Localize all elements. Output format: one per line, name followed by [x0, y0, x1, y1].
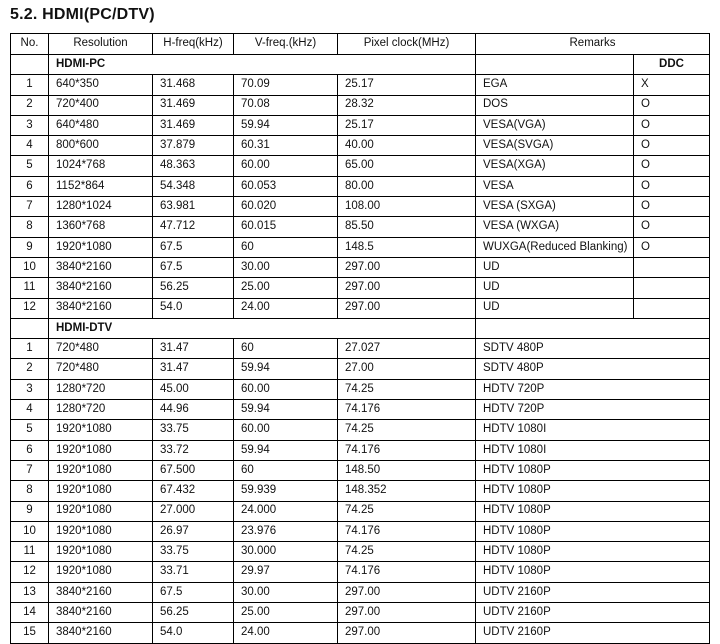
row-h-freq: 31.468 — [153, 75, 234, 95]
timing-row — [11, 501, 710, 521]
row-no: 3 — [11, 115, 49, 135]
row-h-freq: 37.879 — [153, 136, 234, 156]
timing-row — [11, 217, 710, 237]
row-remarks: HDTV 1080P — [476, 521, 710, 541]
row-pixel-clock: 148.5 — [338, 237, 476, 257]
row-resolution: 3840*2160 — [49, 298, 153, 318]
row-v-freq: 70.09 — [234, 75, 338, 95]
row-pixel-clock: 74.25 — [338, 542, 476, 562]
timing-row — [11, 339, 710, 359]
row-ddc — [634, 257, 710, 277]
row-remarks: UD — [476, 257, 634, 277]
col-header-no: No. — [11, 34, 49, 55]
row-pixel-clock: 74.25 — [338, 420, 476, 440]
timing-row — [11, 298, 710, 318]
row-h-freq: 67.5 — [153, 582, 234, 602]
row-resolution: 1280*720 — [49, 400, 153, 420]
row-no: 5 — [11, 156, 49, 176]
row-no: 12 — [11, 298, 49, 318]
row-pixel-clock: 40.00 — [338, 136, 476, 156]
timing-row — [11, 379, 710, 399]
timing-row — [11, 460, 710, 480]
row-pixel-clock: 148.352 — [338, 481, 476, 501]
section-row — [11, 318, 710, 338]
section-row — [11, 55, 710, 75]
row-h-freq: 33.75 — [153, 542, 234, 562]
row-h-freq: 56.25 — [153, 603, 234, 623]
row-no: 15 — [11, 623, 49, 643]
row-ddc — [634, 298, 710, 318]
row-ddc: O — [634, 237, 710, 257]
row-pixel-clock: 297.00 — [338, 257, 476, 277]
row-remarks: VESA(XGA) — [476, 156, 634, 176]
col-header-ddc: DDC — [634, 55, 710, 75]
row-v-freq: 24.00 — [234, 298, 338, 318]
row-resolution: 640*350 — [49, 75, 153, 95]
row-resolution: 3840*2160 — [49, 623, 153, 643]
row-remarks: HDTV 1080I — [476, 420, 710, 440]
timing-row — [11, 257, 710, 277]
row-resolution: 1360*768 — [49, 217, 153, 237]
row-no: 11 — [11, 542, 49, 562]
row-pixel-clock: 74.25 — [338, 379, 476, 399]
section-no-empty — [11, 318, 49, 338]
row-h-freq: 31.469 — [153, 115, 234, 135]
row-remarks: SDTV 480P — [476, 359, 710, 379]
row-v-freq: 60.00 — [234, 379, 338, 399]
row-resolution: 720*400 — [49, 95, 153, 115]
row-h-freq: 44.96 — [153, 400, 234, 420]
row-no: 6 — [11, 176, 49, 196]
timing-row — [11, 420, 710, 440]
row-v-freq: 60.31 — [234, 136, 338, 156]
row-no: 8 — [11, 217, 49, 237]
row-no: 13 — [11, 582, 49, 602]
row-no: 7 — [11, 197, 49, 217]
row-remarks: DOS — [476, 95, 634, 115]
row-v-freq: 60.053 — [234, 176, 338, 196]
row-no: 3 — [11, 379, 49, 399]
row-h-freq: 54.348 — [153, 176, 234, 196]
row-h-freq: 26.97 — [153, 521, 234, 541]
row-h-freq: 67.432 — [153, 481, 234, 501]
row-resolution: 1920*1080 — [49, 481, 153, 501]
row-remarks: HDTV 1080P — [476, 562, 710, 582]
timing-row — [11, 75, 710, 95]
row-resolution: 1920*1080 — [49, 501, 153, 521]
row-resolution: 720*480 — [49, 359, 153, 379]
row-no: 10 — [11, 521, 49, 541]
row-no: 11 — [11, 278, 49, 298]
timing-row — [11, 582, 710, 602]
row-resolution: 3840*2160 — [49, 603, 153, 623]
timing-row — [11, 603, 710, 623]
row-ddc: O — [634, 115, 710, 135]
row-v-freq: 60 — [234, 237, 338, 257]
row-pixel-clock: 25.17 — [338, 75, 476, 95]
row-pixel-clock: 27.027 — [338, 339, 476, 359]
row-h-freq: 67.5 — [153, 237, 234, 257]
row-resolution: 640*480 — [49, 115, 153, 135]
row-v-freq: 60.015 — [234, 217, 338, 237]
row-h-freq: 33.72 — [153, 440, 234, 460]
row-pixel-clock: 297.00 — [338, 603, 476, 623]
row-h-freq: 54.0 — [153, 623, 234, 643]
row-remarks: UD — [476, 298, 634, 318]
table-body — [11, 34, 710, 644]
row-v-freq: 60.00 — [234, 156, 338, 176]
timing-row — [11, 197, 710, 217]
row-v-freq: 59.94 — [234, 440, 338, 460]
row-resolution: 1152*864 — [49, 176, 153, 196]
row-h-freq: 56.25 — [153, 278, 234, 298]
row-remarks: HDTV 1080P — [476, 460, 710, 480]
timing-row — [11, 440, 710, 460]
timing-row — [11, 176, 710, 196]
col-header-resolution: Resolution — [49, 34, 153, 55]
timing-row — [11, 95, 710, 115]
row-pixel-clock: 74.25 — [338, 501, 476, 521]
row-no: 8 — [11, 481, 49, 501]
row-pixel-clock: 74.176 — [338, 400, 476, 420]
timing-row — [11, 400, 710, 420]
timing-row — [11, 237, 710, 257]
col-header-v-freq: V-freq.(kHz) — [234, 34, 338, 55]
row-ddc — [634, 278, 710, 298]
row-v-freq: 59.94 — [234, 359, 338, 379]
row-ddc: X — [634, 75, 710, 95]
row-ddc: O — [634, 217, 710, 237]
row-h-freq: 45.00 — [153, 379, 234, 399]
timing-row — [11, 521, 710, 541]
row-h-freq: 31.469 — [153, 95, 234, 115]
row-h-freq: 47.712 — [153, 217, 234, 237]
row-h-freq: 31.47 — [153, 359, 234, 379]
row-remarks: UD — [476, 278, 634, 298]
timing-row — [11, 136, 710, 156]
row-remarks: SDTV 480P — [476, 339, 710, 359]
row-resolution: 1024*768 — [49, 156, 153, 176]
row-v-freq: 60.00 — [234, 420, 338, 440]
row-resolution: 1920*1080 — [49, 562, 153, 582]
row-resolution: 1920*1080 — [49, 460, 153, 480]
row-remarks: WUXGA(Reduced Blanking) — [476, 237, 634, 257]
row-resolution: 1280*720 — [49, 379, 153, 399]
section-remarks-empty — [476, 55, 634, 75]
row-h-freq: 33.71 — [153, 562, 234, 582]
row-resolution: 1920*1080 — [49, 521, 153, 541]
row-no: 5 — [11, 420, 49, 440]
row-remarks: UDTV 2160P — [476, 603, 710, 623]
row-remarks: HDTV 1080P — [476, 481, 710, 501]
row-v-freq: 24.00 — [234, 623, 338, 643]
row-h-freq: 27.000 — [153, 501, 234, 521]
row-v-freq: 29.97 — [234, 562, 338, 582]
row-v-freq: 59.939 — [234, 481, 338, 501]
timing-row — [11, 278, 710, 298]
row-remarks: HDTV 1080P — [476, 501, 710, 521]
header-row — [11, 34, 710, 55]
row-h-freq: 54.0 — [153, 298, 234, 318]
row-ddc: O — [634, 176, 710, 196]
row-resolution: 1920*1080 — [49, 440, 153, 460]
page-title: 5.2. HDMI(PC/DTV) — [10, 6, 155, 23]
row-no: 2 — [11, 359, 49, 379]
row-resolution: 800*600 — [49, 136, 153, 156]
row-v-freq: 60 — [234, 460, 338, 480]
row-h-freq: 67.500 — [153, 460, 234, 480]
row-no: 1 — [11, 339, 49, 359]
timing-row — [11, 542, 710, 562]
row-remarks: HDTV 720P — [476, 379, 710, 399]
section-remarks-empty — [476, 318, 710, 338]
row-no: 9 — [11, 237, 49, 257]
row-h-freq: 63.981 — [153, 197, 234, 217]
col-header-h-freq: H-freq(kHz) — [153, 34, 234, 55]
row-remarks: UDTV 2160P — [476, 623, 710, 643]
col-header-remarks: Remarks — [476, 34, 710, 55]
row-ddc: O — [634, 197, 710, 217]
row-v-freq: 25.00 — [234, 603, 338, 623]
timing-row — [11, 156, 710, 176]
row-pixel-clock: 148.50 — [338, 460, 476, 480]
row-ddc: O — [634, 95, 710, 115]
row-resolution: 3840*2160 — [49, 278, 153, 298]
row-no: 4 — [11, 400, 49, 420]
row-pixel-clock: 25.17 — [338, 115, 476, 135]
row-remarks: VESA (WXGA) — [476, 217, 634, 237]
row-h-freq: 33.75 — [153, 420, 234, 440]
row-pixel-clock: 108.00 — [338, 197, 476, 217]
row-pixel-clock: 297.00 — [338, 298, 476, 318]
row-v-freq: 23.976 — [234, 521, 338, 541]
row-remarks: VESA(VGA) — [476, 115, 634, 135]
row-resolution: 3840*2160 — [49, 257, 153, 277]
row-pixel-clock: 74.176 — [338, 521, 476, 541]
row-v-freq: 30.00 — [234, 257, 338, 277]
row-remarks: UDTV 2160P — [476, 582, 710, 602]
col-header-pixel-clock: Pixel clock(MHz) — [338, 34, 476, 55]
timing-row — [11, 481, 710, 501]
row-resolution: 1920*1080 — [49, 420, 153, 440]
row-pixel-clock: 297.00 — [338, 582, 476, 602]
row-v-freq: 24.000 — [234, 501, 338, 521]
row-no: 12 — [11, 562, 49, 582]
row-pixel-clock: 65.00 — [338, 156, 476, 176]
row-remarks: HDTV 1080P — [476, 542, 710, 562]
row-no: 4 — [11, 136, 49, 156]
row-h-freq: 31.47 — [153, 339, 234, 359]
row-pixel-clock: 297.00 — [338, 623, 476, 643]
section-title: HDMI-DTV — [49, 318, 476, 338]
row-pixel-clock: 74.176 — [338, 562, 476, 582]
row-v-freq: 60 — [234, 339, 338, 359]
row-v-freq: 59.94 — [234, 400, 338, 420]
row-no: 1 — [11, 75, 49, 95]
row-pixel-clock: 74.176 — [338, 440, 476, 460]
row-pixel-clock: 85.50 — [338, 217, 476, 237]
row-no: 14 — [11, 603, 49, 623]
row-ddc: O — [634, 156, 710, 176]
row-remarks: VESA (SXGA) — [476, 197, 634, 217]
row-resolution: 3840*2160 — [49, 582, 153, 602]
row-v-freq: 30.000 — [234, 542, 338, 562]
row-pixel-clock: 27.00 — [338, 359, 476, 379]
row-resolution: 1920*1080 — [49, 542, 153, 562]
row-h-freq: 48.363 — [153, 156, 234, 176]
row-resolution: 1280*1024 — [49, 197, 153, 217]
row-no: 2 — [11, 95, 49, 115]
timing-row — [11, 623, 710, 643]
row-v-freq: 70.08 — [234, 95, 338, 115]
row-no: 6 — [11, 440, 49, 460]
row-h-freq: 67.5 — [153, 257, 234, 277]
row-remarks: VESA(SVGA) — [476, 136, 634, 156]
row-v-freq: 59.94 — [234, 115, 338, 135]
row-resolution: 720*480 — [49, 339, 153, 359]
row-remarks: VESA — [476, 176, 634, 196]
section-no-empty — [11, 55, 49, 75]
hdmi-timing-table — [10, 33, 710, 644]
section-title: HDMI-PC — [49, 55, 476, 75]
timing-row — [11, 115, 710, 135]
row-pixel-clock: 297.00 — [338, 278, 476, 298]
row-v-freq: 30.00 — [234, 582, 338, 602]
timing-row — [11, 359, 710, 379]
row-pixel-clock: 80.00 — [338, 176, 476, 196]
row-ddc: O — [634, 136, 710, 156]
row-v-freq: 60.020 — [234, 197, 338, 217]
row-no: 9 — [11, 501, 49, 521]
row-remarks: HDTV 720P — [476, 400, 710, 420]
row-resolution: 1920*1080 — [49, 237, 153, 257]
row-remarks: EGA — [476, 75, 634, 95]
row-no: 7 — [11, 460, 49, 480]
row-no: 10 — [11, 257, 49, 277]
row-remarks: HDTV 1080I — [476, 440, 710, 460]
row-pixel-clock: 28.32 — [338, 95, 476, 115]
row-v-freq: 25.00 — [234, 278, 338, 298]
timing-row — [11, 562, 710, 582]
